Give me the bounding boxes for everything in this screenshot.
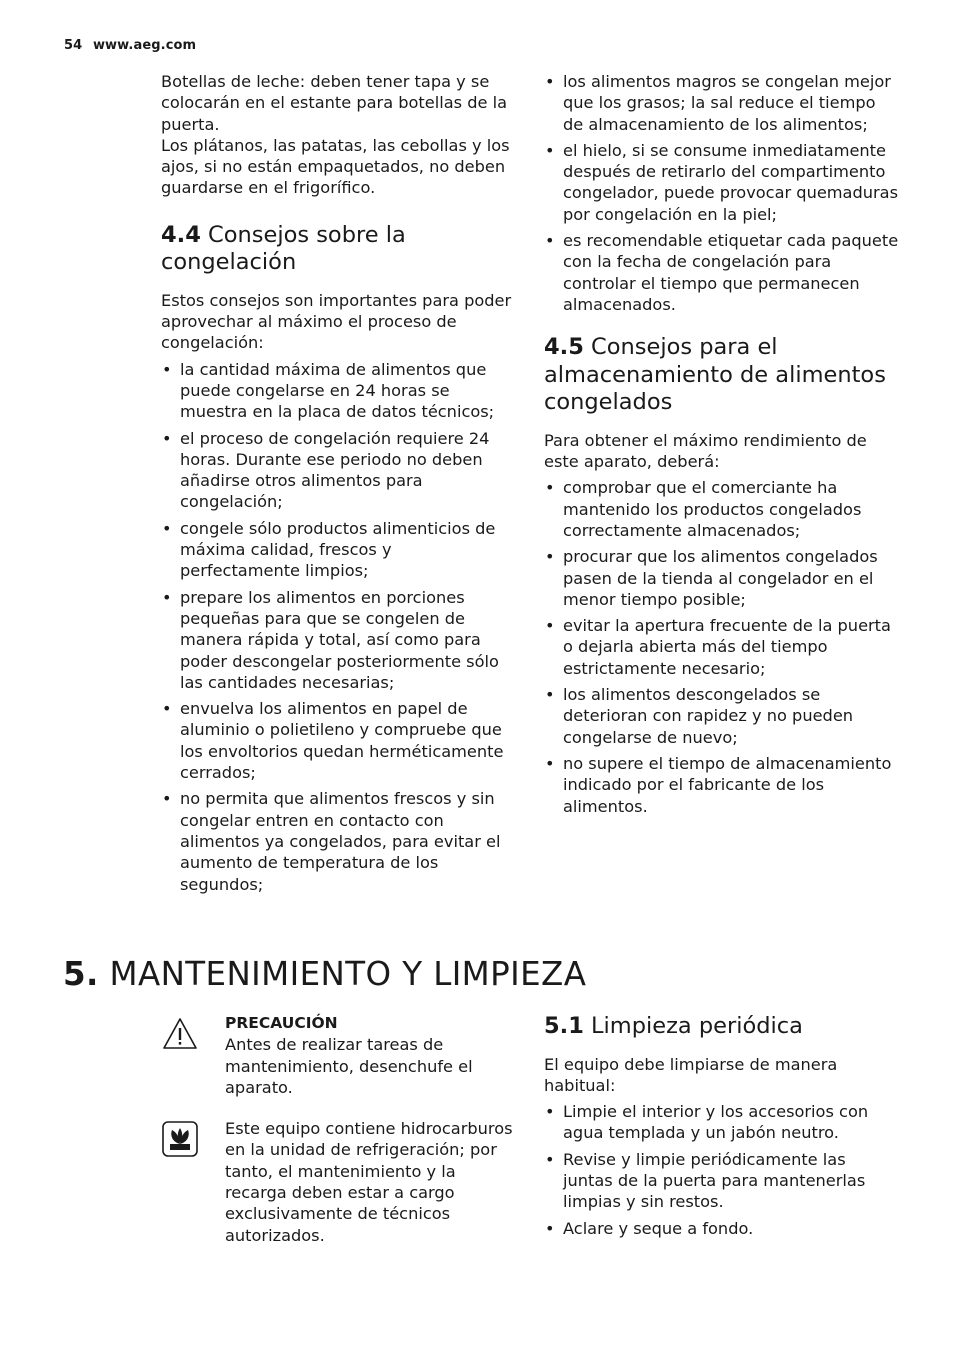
list-item: • los alimentos magros se congelan mejor que los grasos; la sal reduce el tiempo de almacenamiento de los alimentos;: [544, 71, 899, 135]
section-5-1-title: Limpieza periódica: [591, 1013, 803, 1039]
left-column: [161, 71, 516, 900]
storage-tips-list: [544, 477, 899, 816]
list-item: • Revise y limpie periódicamente las juntas de la puerta para mantenerlas limpias y sin restos.: [544, 1149, 899, 1213]
environment-text: Este equipo contiene hidrocarburos en la unidad de refrigeración; por tanto, el mantenimiento y la recarga deben estar a cargo exclusivamente de técnicos autorizados.: [225, 1119, 513, 1245]
freezing-tips-list: [161, 359, 516, 895]
page-header: [64, 38, 196, 53]
section-4-4-intro: Estos consejos son importantes para poder aprovechar al máximo el proceso de congelación:: [161, 290, 512, 353]
section-4-5-number: 4.5: [544, 334, 584, 361]
chapter-5-heading: [63, 953, 586, 995]
list-item: • prepare los alimentos en porciones pequeñas para que se congelen de manera rápida y total, así como para poder descongelar posteriormente sólo las cantidades necesarias;: [161, 587, 516, 693]
section-4-4-title: Consejos sobre la congelación: [161, 221, 406, 276]
list-item: • procurar que los alimentos congelados pasen de la tienda al congelador en el menor tiempo posible;: [544, 546, 899, 610]
section-5-1: [544, 1013, 899, 1244]
header-url[interactable]: www.aeg.com: [92, 38, 197, 53]
section-4-4-heading: [161, 222, 516, 277]
cleaning-steps-list: [544, 1101, 899, 1239]
freezing-tips-continued-list: [544, 71, 899, 315]
notices-column: [161, 1013, 521, 1246]
list-item: • Limpie el interior y los accesorios con agua templada y un jabón neutro.: [544, 1101, 899, 1144]
section-4-5-heading: [544, 334, 899, 417]
section-4-5-title: Consejos para el almacenamiento de alimentos congelados: [544, 334, 886, 416]
list-item: • es recomendable etiquetar cada paquete con la fecha de congelación para controlar el tiempo que permanecen almacenados.: [544, 230, 899, 315]
warning-triangle-icon: [161, 1015, 199, 1053]
list-item: • el hielo, si se consume inmediatamente después de retirarlo del compartimento congelador, puede provocar quemaduras por congelación en la piel;: [544, 140, 899, 225]
list-item: • el proceso de congelación requiere 24 horas. Durante ese periodo no deben añadirse otros alimentos para congelación;: [161, 428, 516, 513]
environment-notice: [161, 1118, 521, 1246]
caution-text: Antes de realizar tareas de mantenimiento, desenchufe el aparato.: [225, 1035, 473, 1097]
section-5-1-heading: [544, 1013, 899, 1041]
chapter-5-number: 5.: [63, 955, 99, 993]
list-item: • los alimentos descongelados se deterioran con rapidez y no pueden congelarse de nuevo;: [544, 684, 899, 748]
list-item: • no supere el tiempo de almacenamiento indicado por el fabricante de los alimentos.: [544, 753, 899, 817]
caution-title: PRECAUCIÓN: [225, 1014, 338, 1032]
section-5-1-intro: El equipo debe limpiarse de manera habitual:: [544, 1054, 838, 1095]
page-number: 54: [64, 38, 83, 53]
milk-bottles-paragraph: Botellas de leche: deben tener tapa y se colocarán en el estante para botellas de la puerta.: [161, 72, 508, 134]
list-item: • comprobar que el comerciante ha mantenido los productos congelados correctamente almacenados;: [544, 477, 899, 541]
vegetables-paragraph: Los plátanos, las patatas, las cebollas y los ajos, si no están empaquetados, no deben guardarse en el frigorífico.: [161, 135, 510, 198]
list-item: • congele sólo productos alimenticios de máxima calidad, frescos y perfectamente limpios;: [161, 518, 516, 582]
list-item: • envuelva los alimentos en papel de aluminio o polietileno y compruebe que los envoltorios quedan herméticamente cerrados;: [161, 698, 516, 783]
list-item: • evitar la apertura frecuente de la puerta o dejarla abierta más del tiempo estrictamente necesario;: [544, 615, 899, 679]
section-4-5-intro: Para obtener el máximo rendimiento de este aparato, deberá:: [544, 430, 867, 472]
chapter-5-title: MANTENIMIENTO Y LIMPIEZA: [109, 955, 587, 993]
section-5-1-number: 5.1: [544, 1013, 584, 1039]
caution-notice: [161, 1013, 521, 1098]
list-item: • no permita que alimentos frescos y sin congelar entren en contacto con alimentos ya congelados, para evitar el aumento de temperatura de los segundos;: [161, 788, 516, 894]
list-item: • la cantidad máxima de alimentos que puede congelarse en 24 horas se muestra en la placa de datos técnicos;: [161, 359, 516, 423]
list-item: • Aclare y seque a fondo.: [544, 1218, 899, 1239]
section-4-4-number: 4.4: [161, 221, 201, 248]
environment-leaf-icon: [161, 1120, 199, 1158]
right-column: [544, 71, 899, 822]
